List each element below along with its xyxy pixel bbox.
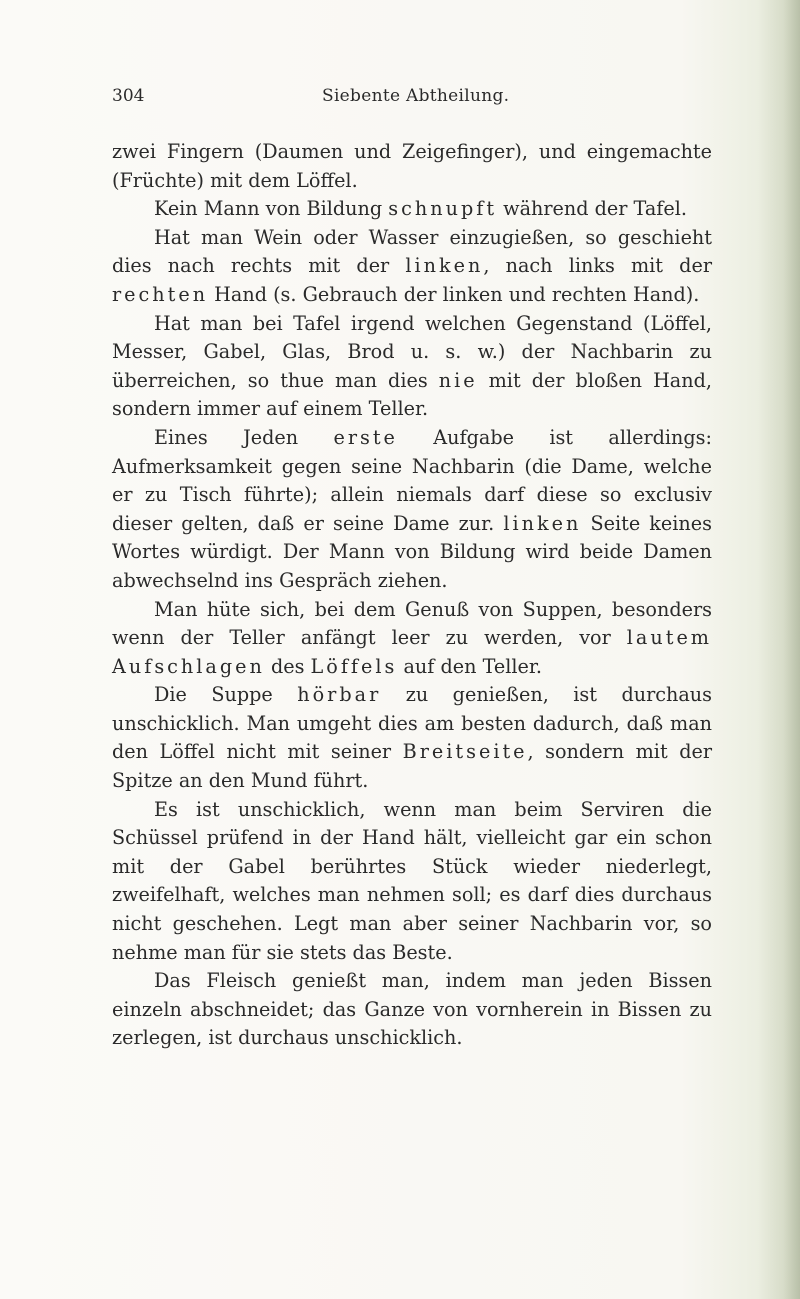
page-edge <box>758 0 800 1299</box>
spaced-emphasis: Breitseite <box>402 740 528 764</box>
spaced-emphasis: lautem Aufschlagen <box>112 626 712 678</box>
page-header <box>112 86 712 112</box>
paragraph <box>112 596 712 682</box>
paragraph <box>112 967 712 1053</box>
text-run: Aufgabe ist allerdings: Aufmerksamkeit gegen seine Nachbarin (die Dame, welche er zu Tisch führte); allein niemals darf diese so exclusiv dieser gelten, daß er seine Dame zur. <box>112 425 712 535</box>
spaced-emphasis: linken <box>503 511 582 535</box>
text-run: Man hüte sich, bei dem Genuß von Suppen, besonders wenn der Teller anfängt leer zu werden, vor <box>112 597 712 650</box>
text-run: Es ist unschicklich, wenn man beim Serviren die Schüssel prüfend in der Hand hält, vielleicht gar ein schon mit der Gabel berührtes Stück wieder niederlegt, zweifelhaft, welches man nehmen soll; es darf dies durchaus nicht geschehen. Legt man aber seiner Nachbarin vor, so nehme man für sie stets das Beste. <box>112 797 712 964</box>
spaced-emphasis: linken <box>405 254 484 278</box>
text-run: des <box>264 654 311 678</box>
paragraph <box>112 310 712 424</box>
text-run: auf den Teller. <box>397 654 543 678</box>
paragraph <box>112 195 712 224</box>
spaced-emphasis: rechten <box>112 282 209 306</box>
paragraph <box>112 224 712 310</box>
spaced-emphasis: schnupft <box>388 197 498 221</box>
paragraph <box>112 424 712 596</box>
paragraph <box>112 796 712 968</box>
text-run: mit der bloßen Hand, sondern immer auf einem Teller. <box>112 368 712 421</box>
text-run: zu genießen, ist durchaus unschicklich. Man umgeht dies am besten dadurch, daß man den Löffel nicht mit seiner <box>112 683 713 764</box>
text-run: Hat man Wein oder Wasser einzugießen, so geschieht dies nach rechts mit der <box>112 225 712 278</box>
text-run: , nach links mit der <box>483 254 712 278</box>
spaced-emphasis: hörbar <box>297 683 382 707</box>
text-run: Kein Mann von Bildung <box>154 197 389 221</box>
spaced-emphasis: Löffels <box>310 654 398 678</box>
text-run: Eines Jeden <box>154 425 334 449</box>
spaced-emphasis: erste <box>333 425 398 449</box>
text-run: Hand (s. Gebrauch der linken und rechten Hand). <box>208 282 700 306</box>
paragraph <box>112 138 712 195</box>
text-run: , sondern mit der Spitze an den Mund führt. <box>112 740 712 793</box>
text-run: Das Fleisch genießt man, indem man jeden Bissen einzeln abschneidet; das Ganze von vornherein in Bissen zu zerlegen, ist durchaus unschicklich. <box>112 969 712 1050</box>
spaced-emphasis: nie <box>438 368 478 392</box>
text-run: Hat man bei Tafel irgend welchen Gegenstand (Löffel, Messer, Gabel, Glas, Brod u. s. w.) der Nachbarin zu überreichen, so thue man dies <box>112 311 712 392</box>
text-run: Die Suppe <box>154 683 298 707</box>
running-head: Siebente Abtheilung. <box>322 86 510 106</box>
page-number: 304 <box>112 86 145 106</box>
text-run: zwei Fingern (Daumen und Zeigefinger), und eingemachte (Früchte) mit dem Löffel. <box>112 140 712 192</box>
paragraph <box>112 681 712 795</box>
text-run: während der Tafel. <box>497 197 687 221</box>
text-run: Seite keines Wortes würdigt. Der Mann von Bildung wird beide Damen abwechselnd ins Gespräch ziehen. <box>112 511 712 592</box>
body-text <box>112 138 712 1053</box>
